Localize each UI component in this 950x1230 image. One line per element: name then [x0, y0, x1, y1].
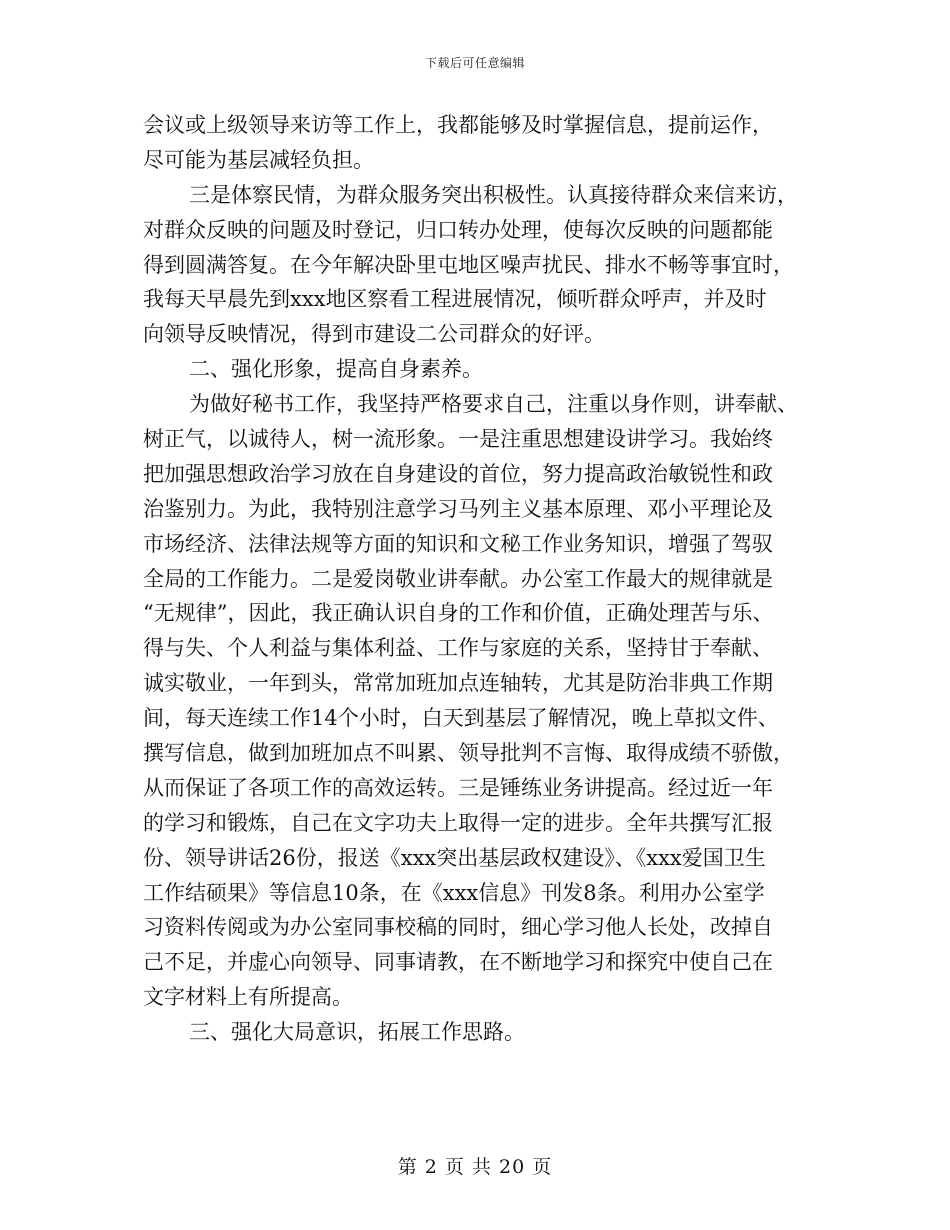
text-line: 二、强化形象，提高自身素养。 — [189, 357, 483, 382]
page-header: 下载后可任意编辑 — [424, 56, 525, 70]
text-line: 习资料传阅或为办公室同事校稿的同时，细心学习他人长处，改掉自 — [143, 915, 773, 940]
text-line: 向领导反映情况，得到市建设二公司群众的好评。 — [143, 322, 605, 347]
text-line: 三、强化大局意识，拓展工作思路。 — [189, 1020, 525, 1045]
text-line: 树正气，以诚待人，树一流形象。一是注重思想建设讲学习。我始终 — [143, 427, 773, 452]
text-line: 间，每天连续工作14个小时，白天到基层了解情况，晚上草拟文件、 — [143, 706, 779, 731]
text-line: 撰写信息，做到加班加点不叫累、领导批判不言悔、取得成绩不骄傲， — [143, 741, 794, 766]
page-footer: 第 2 页 共 20 页 — [397, 1156, 553, 1178]
text-line: 市场经济、法律法规等方面的知识和文秘工作业务知识，增强了驾驭 — [143, 531, 773, 556]
text-line: 工作结硕果》等信息10条，在《xxx信息》刊发8条。利用办公室学 — [143, 880, 765, 905]
text-line: 得与失、个人利益与集体利益、工作与家庭的关系，坚持甘于奉献、 — [143, 636, 773, 661]
text-line: 从而保证了各项工作的高效运转。三是锤练业务讲提高。经过近一年 — [143, 775, 773, 800]
text-line: 会议或上级领导来访等工作上，我都能够及时掌握信息，提前运作， — [143, 113, 773, 137]
document-body — [143, 108, 815, 1050]
text-line: 治鉴别力。为此，我特别注意学习马列主义基本原理、邓小平理论及 — [143, 496, 773, 521]
text-line: 诚实敬业，一年到头，常常加班加点连轴转，尤其是防治非典工作期 — [143, 671, 773, 696]
text-line: 尽可能为基层减轻负担。 — [143, 147, 374, 172]
text-line: 得到圆满答复。在今年解决卧里屯地区噪声扰民、排水不畅等事宜时， — [143, 252, 794, 277]
text-line: 我每天早晨先到xxx地区察看工程进展情况，倾听群众呼声，并及时 — [143, 287, 767, 312]
text-line: 全局的工作能力。二是爱岗敬业讲奉献。办公室工作最大的规律就是 — [143, 566, 773, 591]
text-line: 份、领导讲话26份，报送《xxx突出基层政权建设》、《xxx爱国卫生 — [143, 845, 766, 870]
text-line: 文字材料上有所提高。 — [143, 985, 353, 1010]
text-line: 对群众反映的问题及时登记，归口转办处理，使每次反映的问题都能 — [143, 217, 773, 242]
text-line: 把加强思想政治学习放在自身建设的首位，努力提高政治敏锐性和政 — [143, 461, 773, 486]
text-line: 的学习和锻炼，自己在文字功夫上取得一定的进步。全年共撰写汇报 — [143, 810, 773, 835]
text-line: 己不足，并虚心向领导、同事请教，在不断地学习和探究中使自己在 — [143, 950, 773, 975]
text-line: “无规律”，因此，我正确认识自身的工作和价值，正确处理苦与乐、 — [143, 601, 774, 626]
text-line: 三是体察民情，为群众服务突出积极性。认真接待群众来信来访， — [189, 182, 798, 207]
text-line: 为做好秘书工作，我坚持严格要求自己，注重以身作则，讲奉献、 — [189, 392, 798, 417]
